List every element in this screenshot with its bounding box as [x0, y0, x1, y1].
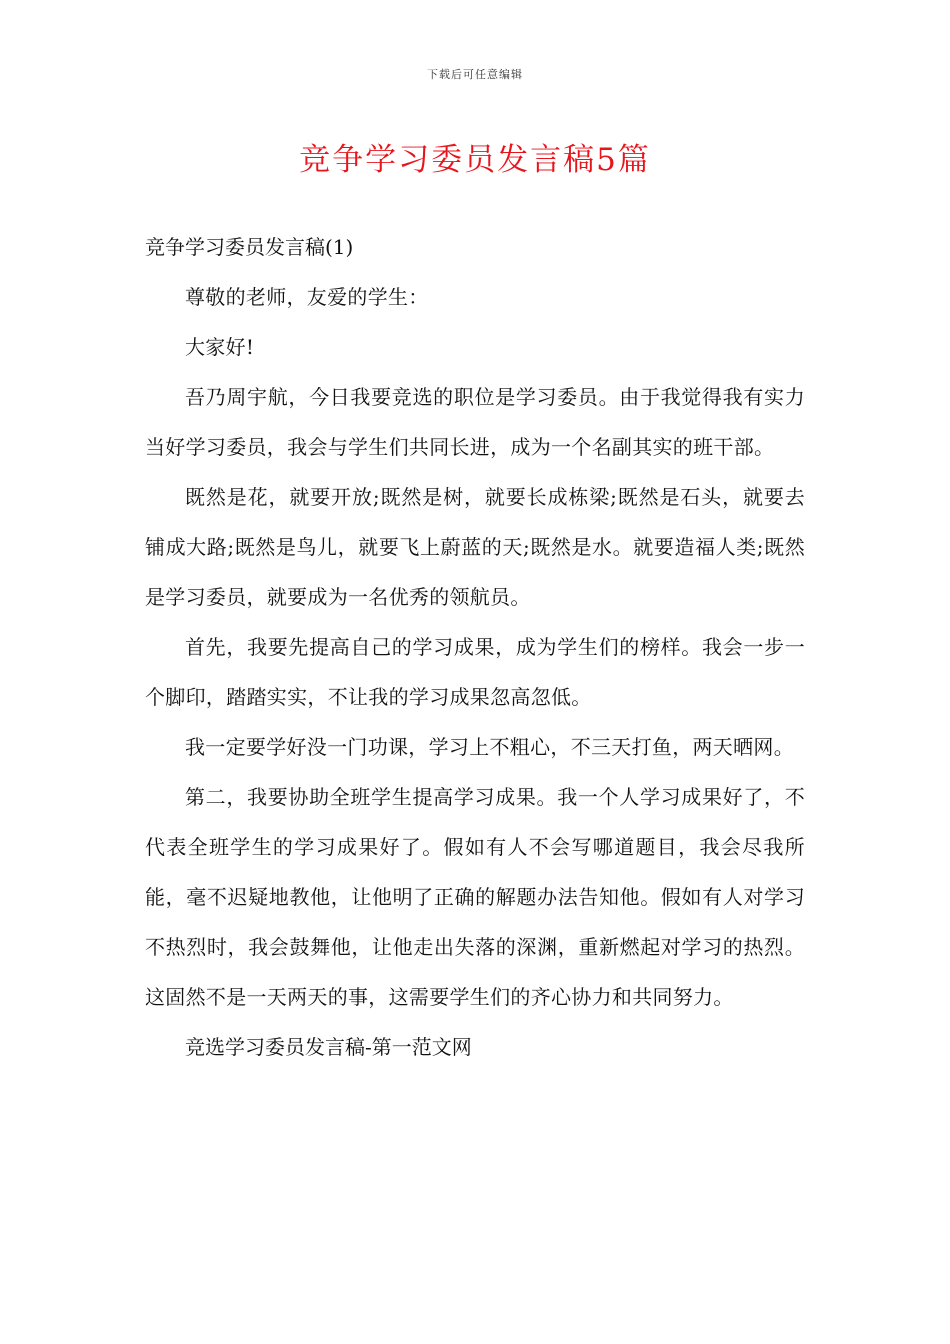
header-note: 下载后可任意编辑	[427, 68, 523, 81]
paragraph-metaphor: 既然是花，就要开放;既然是树，就要长成栋梁;既然是石头，就要去铺成大路;既然是鸟儿，就要飞上蔚蓝的天;既然是水。就要造福人类;既然是学习委员，就要成为一名优秀的领航员。	[145, 485, 805, 609]
paragraph-intro: 吾乃周宇航，今日我要竞选的职位是学习委员。由于我觉得我有实力当好学习委员，我会与学生们共同长进，成为一个名副其实的班干部。	[145, 385, 805, 459]
document-title: 竞争学习委员发言稿5篇	[299, 142, 651, 178]
paragraph-greeting: 大家好!	[185, 335, 255, 359]
paragraph-second-point: 第二，我要协助全班学生提高学习成果。我一个人学习成果好了，不代表全班学生的学习成果好了。假如有人不会写哪道题目，我会尽我所能，毫不迟疑地教他，让他明了正确的解题办法告知他。假如有人对学习不热烈时，我会鼓舞他，让他走出失落的深渊，重新燃起对学习的热烈。这固然不是一天两天的事，这需要学生们的齐心协力和共同努力。	[145, 785, 805, 1009]
paragraph-first-point: 首先，我要先提高自己的学习成果，成为学生们的榜样。我会一步一个脚印，踏踏实实，不让我的学习成果忽高忽低。	[145, 635, 805, 709]
paragraph-salutation: 尊敬的老师，友爱的学生：	[185, 285, 429, 309]
paragraph-study-commitment: 我一定要学好没一门功课，学习上不粗心，不三天打鱼，两天晒网。	[185, 735, 794, 759]
document-body	[145, 222, 805, 1072]
section-heading: 竞争学习委员发言稿(1)	[145, 235, 354, 259]
source-footer-line: 竞选学习委员发言稿-第一范文网	[185, 1035, 472, 1059]
